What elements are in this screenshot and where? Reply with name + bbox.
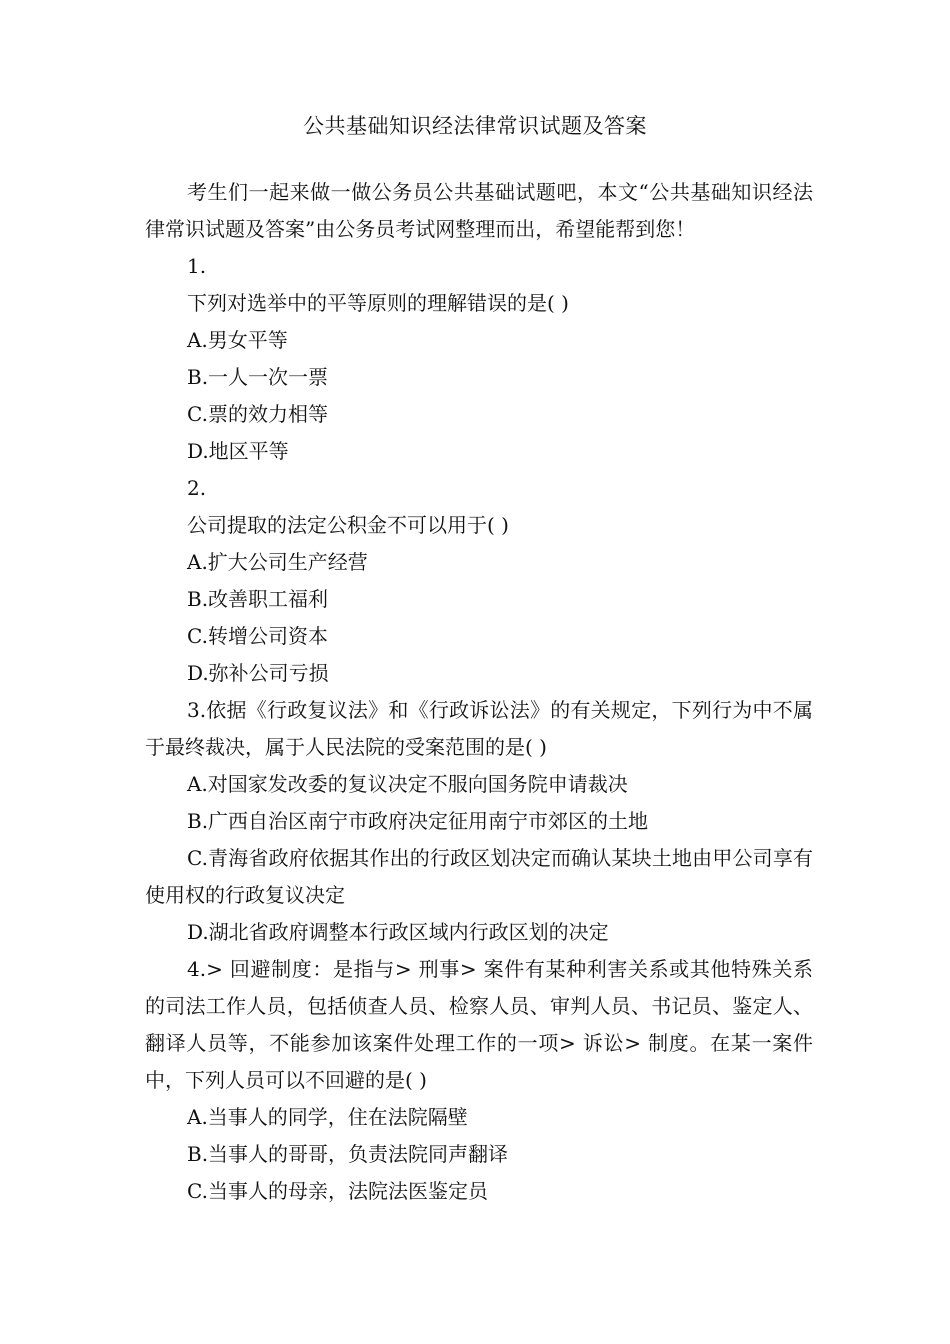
- answer-option: B.广西自治区南宁市政府决定征用南宁市郊区的土地: [187, 809, 649, 833]
- answer-option: A.扩大公司生产经营: [187, 550, 368, 574]
- answer-option: B.当事人的哥哥，负责法院同声翻译: [187, 1142, 509, 1166]
- intro-paragraph: 考生们一起来做一做公务员公共基础试题吧，本文“公共基础知识经法律常识试题及答案”由公务员考试网整理而出，希望能帮到您！: [145, 180, 813, 241]
- question-text: 下列对选举中的平等原则的理解错误的是( ): [187, 291, 569, 315]
- answer-option: D.弥补公司亏损: [187, 661, 329, 685]
- question-text: 4.> 回避制度：是指与> 刑事> 案件有某种利害关系或其他特殊关系的司法工作人员，包括侦查人员、检察人员、审判人员、书记员、鉴定人、翻译人员等，不能参加该案件处理工作的一项> 诉讼> 制度。在某一案件中，下列人员可以不回避的是( ): [145, 957, 813, 1092]
- document-body: [145, 174, 813, 1210]
- answer-option: C.票的效力相等: [187, 402, 328, 426]
- answer-option: C.青海省政府依据其作出的行政区划决定而确认某块土地由甲公司享有使用权的行政复议决定: [145, 846, 813, 907]
- document-title: 公共基础知识经法律常识试题及答案: [303, 114, 647, 138]
- answer-option: A.当事人的同学，住在法院隔壁: [187, 1105, 468, 1129]
- question-number: 1.: [187, 254, 207, 278]
- answer-option: C.转增公司资本: [187, 624, 328, 648]
- answer-option: C.当事人的母亲，法院法医鉴定员: [187, 1179, 488, 1203]
- question-text: 公司提取的法定公积金不可以用于( ): [187, 513, 509, 537]
- answer-option: B.一人一次一票: [187, 365, 329, 389]
- question-number: 2.: [187, 476, 207, 500]
- answer-option: D.地区平等: [187, 439, 289, 463]
- question-text: 3.依据《行政复议法》和《行政诉讼法》的有关规定，下列行为中不属于最终裁决，属于人民法院的受案范围的是( ): [145, 698, 813, 759]
- answer-option: D.湖北省政府调整本行政区域内行政区划的决定: [187, 920, 609, 944]
- answer-option: A.男女平等: [187, 328, 288, 352]
- answer-option: B.改善职工福利: [187, 587, 329, 611]
- answer-option: A.对国家发改委的复议决定不服向国务院申请裁决: [187, 772, 628, 796]
